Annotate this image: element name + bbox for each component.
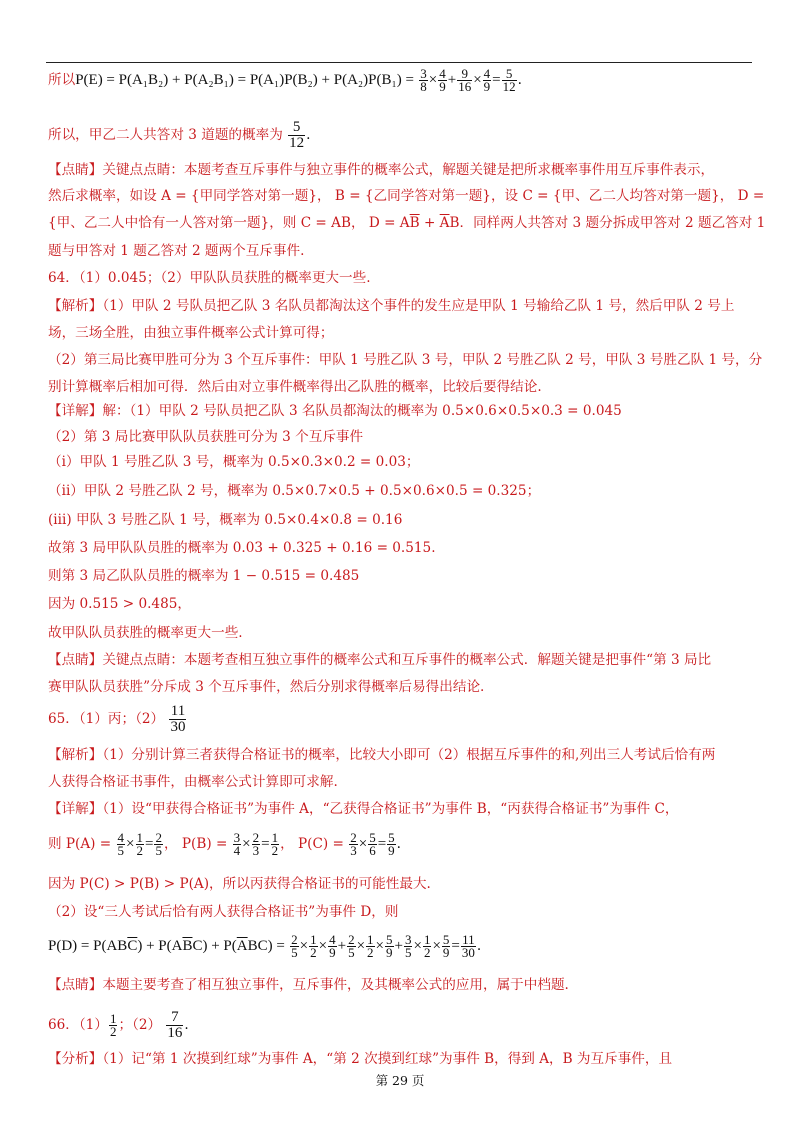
text-line: 因为 0.515 > 0.485， [48, 596, 191, 612]
fraction: $\frac{11}{30}$ [170, 703, 186, 735]
text-line: （2）第 3 局比赛甲队队员获胜可分为 3 个互斥事件 [48, 429, 364, 445]
fraction: $\frac{5}{6}$ [369, 830, 376, 858]
section-label: 【详解】 [48, 801, 103, 817]
text-line: 因为 P(C) > P(B) > P(A)，所以丙获得合格证书的可能性最大. [48, 876, 431, 892]
text-line: 别计算概率后相加可得．然后由对立事件概率得出乙队胜的概率，比较后要得结论. [48, 379, 542, 395]
text-line: 题与甲答对 1 题乙答对 2 题两个互斥事件. [48, 243, 305, 259]
text-line: 【点睛】关键点点睛：本题考查互斥事件与独立事件的概率公式，解题关键是把所求概率事件用互斥事件表示， [48, 162, 715, 178]
fraction: $\frac{3}{5}$ [404, 932, 412, 960]
text-line: 然后求概率，如设 A = {甲同学答对第一题}， B = {乙同学答对第一题}，设 C = {甲、乙二人均答对第一题}， D = [48, 188, 765, 204]
text-line: 【解析】（1）甲队 2 号队员把乙队 3 名队员都淘汰这个事件的发生应是甲队 1 号输给乙队 1 号，然后甲队 2 号上 [48, 298, 735, 314]
text-line: 则第 3 局乙队队员胜的概率为 1 − 0.515 = 0.485 [48, 568, 360, 584]
header-rule [46, 62, 752, 63]
fraction: $\frac{1}{2}$ [423, 932, 431, 960]
fraction: $\frac{1}{2}$ [109, 1011, 117, 1039]
text-line: 所以，甲乙二人共答对 3 道题的概率为 $\frac{5}{12}$ . [48, 119, 311, 151]
text-line: 场，三场全胜，由独立事件概率公式计算可得； [48, 325, 334, 341]
fraction: $\frac{7}{16}$ [167, 1009, 183, 1041]
fraction: $\frac{5}{9}$ [386, 932, 393, 960]
question-answer-64: 64．（1）0.045；（2）甲队队员获胜的概率更大一些. [48, 270, 371, 286]
section-label: 【详解】 [48, 403, 103, 419]
page-number: 第 29 页 [375, 1073, 425, 1088]
fraction: $\frac{1}{2}$ [310, 932, 317, 960]
text-line: （ii）甲队 2 号胜乙队 2 号，概率为 0.5×0.7×0.5 + 0.5×0.6×0.5 = 0.325； [48, 483, 541, 499]
fraction: $\frac{4}{9}$ [439, 66, 446, 94]
math-expression: P(E) = P(A₁B₂) + P(A₂B₁) = P(A₁)P(B₂) + P(A₂)P(B₁) = [75, 72, 414, 88]
fraction: $\frac{5}{9}$ [442, 932, 450, 960]
text-line: {甲、乙二人中恰有一人答对第一题}，则 C = AB， $D = A\overline{B} + \overline{A}B$．同样两人共答对 3 题分拆成甲答对 2 题乙答对 1 [48, 215, 766, 231]
text-line: 【解析】（1）分别计算三者获得合格证书的概率，比较大小即可（2）根据互斥事件的和,列出三人考试后恰有两 [48, 747, 716, 763]
text-line: 所以P(E) = P(A₁B₂) + P(A₂B₁) = P(A₁)P(B₂) + P(A₂)P(B₁) = $\frac{3}{8}$ × $\frac{4}{9}$ + $\frac{9}{16}$ × $\frac{4}{9}$ = $\frac{5}{12}$ . [48, 66, 522, 94]
fraction: $\frac{4}{5}$ [117, 830, 125, 858]
text-line: 【点睛】本题主要考查了相互独立事件，互斥事件，及其概率公式的应用，属于中档题. [48, 977, 569, 993]
text-line: 故第 3 局甲队队员胜的概率为 0.03 + 0.325 + 0.16 = 0.515. [48, 540, 436, 556]
text-line: 【点睛】关键点点睛：本题考查相互独立事件的概率公式和互斥事件的概率公式．解题关键是把事件“第 3 局比 [48, 652, 712, 668]
math-equation: $P(D) = P(AB\overline{C}) + P(A\overline{B}C) + P(\overline{A}BC)$ = $\frac{2}{5}$ × $\frac{1}{2}$ × $\frac{4}{9}$ + $\frac{2}{5}$ × $\frac{1}{2}$ × $\frac{5}{9}$ + $\frac{3}{5}$ × $\frac{1}{2}$ × $\frac{5}{9}$ = $\frac{11}{30}$ . [48, 932, 482, 960]
fraction: $\frac{2}{5}$ [291, 932, 298, 960]
fraction: $\frac{4}{9}$ [483, 66, 491, 94]
text-line: （2）第三局比赛甲胜可分为 3 个互斥事件：甲队 1 号胜乙队 3 号，甲队 2 号胜乙队 2 号，甲队 3 号胜乙队 1 号，分 [48, 352, 763, 368]
fraction: $\frac{5}{12}$ [502, 66, 516, 94]
text-line: 则 P(A) = $\frac{4}{5}$ × $\frac{1}{2}$ = $\frac{2}{5}$ ， P(B) = $\frac{3}{4}$ × $\frac{2}{3}$ = $\frac{1}{2}$ ， P(C) = $\frac{2}{3}$ × $\frac{5}{6}$ = $\frac{5}{9}$ . [48, 830, 401, 858]
fraction: $\frac{3}{4}$ [233, 830, 241, 858]
text-line: 故甲队队员获胜的概率更大一些. [48, 625, 243, 641]
text-line: 人获得合格证书事件，由概率公式计算即可求解. [48, 774, 338, 790]
fraction: $\frac{3}{8}$ [420, 66, 427, 94]
text-line: （2）设“三人考试后恰有两人获得合格证书”为事件 D，则 [48, 904, 399, 920]
text-line: 【详解】解：（1）甲队 2 号队员把乙队 3 名队员都淘汰的概率为 0.5×0.6×0.5×0.3 = 0.045 [48, 403, 622, 419]
fraction: $\frac{2}{5}$ [155, 830, 162, 858]
text-line: 【详解】（1）设“甲获得合格证书”为事件 A，“乙获得合格证书”为事件 B，“丙获得合格证书”为事件 C， [48, 801, 679, 817]
question-answer-66: 66．（1） $\frac{1}{2}$ ；（2） $\frac{7}{16}$ . [48, 1009, 189, 1041]
fraction: $\frac{2}{5}$ [348, 932, 355, 960]
text-span: 所以，甲乙二人共答对 3 道题的概率为 [48, 127, 283, 143]
text-line: (iii) 甲队 3 号胜乙队 1 号，概率为 0.5×0.4×0.8 = 0.16 [48, 512, 403, 528]
fraction: $\frac{1}{2}$ [136, 830, 143, 858]
fraction: $\frac{5}{9}$ [388, 830, 395, 858]
fraction: $\frac{2}{3}$ [252, 830, 260, 858]
text-span: 所以 [48, 72, 76, 88]
fraction: $\frac{11}{30}$ [461, 932, 475, 960]
question-answer-65: 65．（1）丙；（2） $\frac{11}{30}$ [48, 703, 186, 735]
text-line: 赛甲队队员获胜”分斥成 3 个互斥事件，然后分别求得概率后易得出结论. [48, 679, 485, 695]
fraction: $\frac{4}{9}$ [329, 932, 336, 960]
fraction: $\frac{1}{2}$ [271, 830, 279, 858]
fraction: $\frac{9}{16}$ [458, 66, 472, 94]
fraction: $\frac{1}{2}$ [367, 932, 374, 960]
fraction: $\frac{5}{12}$ [289, 119, 305, 151]
text-line: 【分析】（1）记“第 1 次摸到红球”为事件 A，“第 2 次摸到红球”为事件 B，得到 A，B 为互斥事件，且 [48, 1051, 673, 1067]
text-line: （i）甲队 1 号胜乙队 3 号，概率为 0.5×0.3×0.2 = 0.03； [48, 454, 420, 470]
fraction: $\frac{2}{3}$ [350, 830, 357, 858]
